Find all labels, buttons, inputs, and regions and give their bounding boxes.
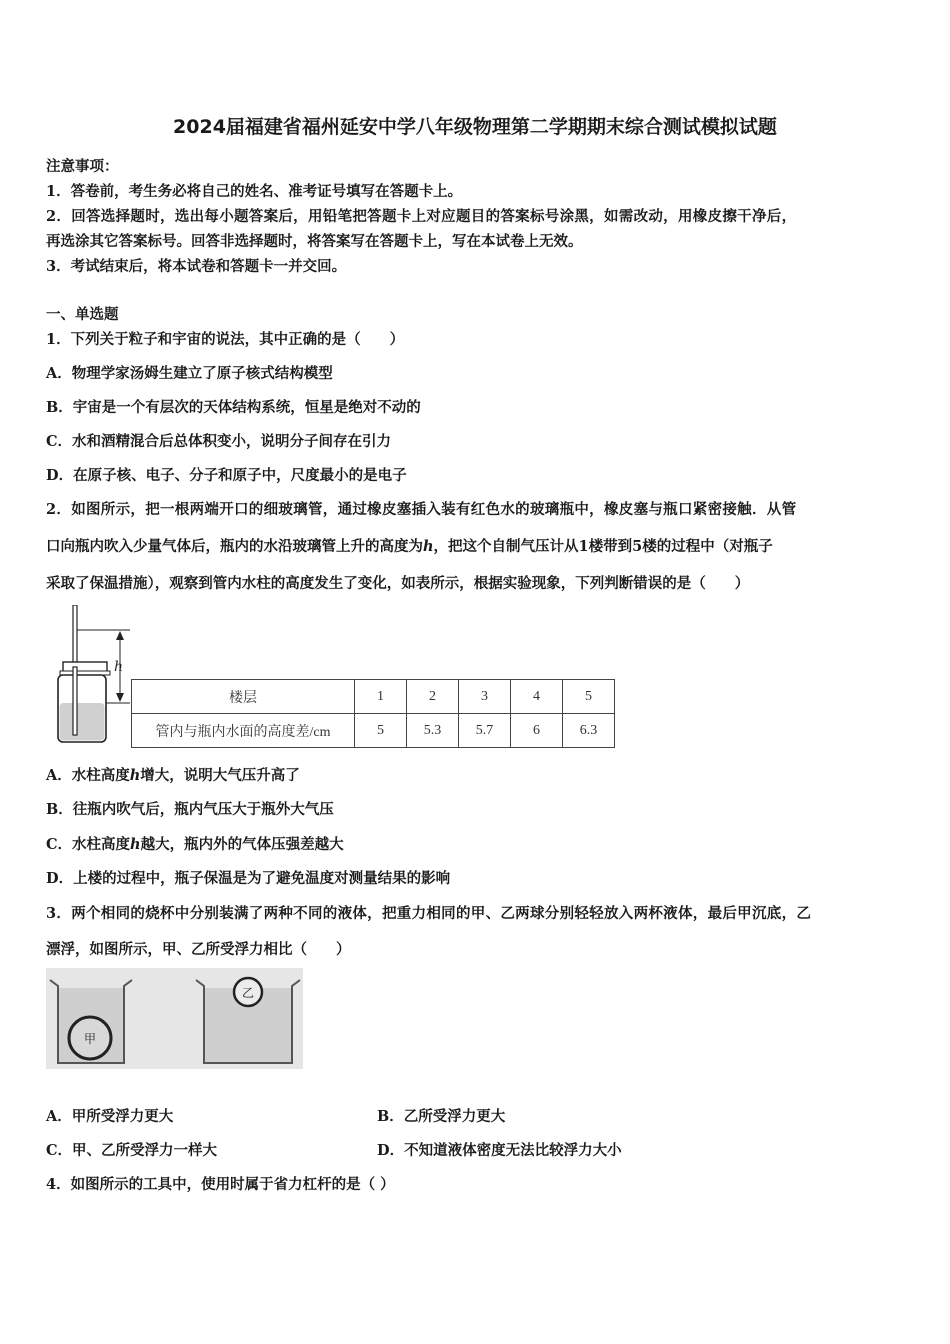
- beakers-drawing: [46, 968, 303, 1069]
- ball-jia-label: 甲: [83, 1032, 97, 1046]
- option-text: C．水柱高度: [46, 836, 131, 853]
- h-symbol: h: [130, 836, 141, 853]
- barometer-figure: [50, 605, 140, 747]
- option-text: A．水柱高度: [46, 767, 130, 784]
- notice-item: 再选涂其它答案标号。回答非选择题时，将答案写在答题卡上，写在本试卷上无效。: [46, 233, 583, 250]
- h-symbol: h: [423, 538, 434, 555]
- question-3-stem: 3．两个相同的烧杯中分别装满了两种不同的液体，把重力相同的甲、乙两球分别轻轻放入两杯液体，最后甲沉底，乙: [46, 905, 812, 922]
- table-cell: 1: [355, 680, 407, 714]
- q3-option-d: D．不知道液体密度无法比较浮力大小: [377, 1142, 622, 1159]
- stem-text: 口向瓶内吹入少量气体后，瓶内的水沿玻璃管上升的高度为: [46, 538, 423, 555]
- question-1-stem: 1．下列关于粒子和宇宙的说法，其中正确的是（ ）: [46, 331, 405, 348]
- table-cell: 5.3: [407, 714, 459, 748]
- question-2-stem-line2: [46, 535, 773, 556]
- q3-option-c: C．甲、乙所受浮力一样大: [46, 1142, 218, 1159]
- table-header: 楼层: [132, 680, 355, 714]
- notice-item: 1．答卷前，考生务必将自己的姓名、准考证号填写在答题卡上。: [46, 183, 463, 200]
- q1-option-b: B．宇宙是一个有层次的天体结构系统，恒星是绝对不动的: [46, 399, 421, 416]
- question-2-stem: 2．如图所示，把一根两端开口的细玻璃管，通过橡皮塞插入装有红色水的玻璃瓶中，橡皮塞与瓶口紧密接触．从管: [46, 501, 797, 518]
- table-row: [132, 714, 615, 748]
- q1-option-d: D．在原子核、电子、分子和原子中，尺度最小的是电子: [46, 467, 407, 484]
- table-cell: 6: [511, 714, 563, 748]
- table-row: [132, 680, 615, 714]
- h-symbol: h: [129, 767, 141, 784]
- q2-option-d: D．上楼的过程中，瓶子保温是为了避免温度对测量结果的影响: [46, 870, 451, 887]
- stem-text: ，把这个自制气压计从1楼带到5楼的过程中（对瓶子: [433, 538, 773, 555]
- beakers-photo: [46, 968, 303, 1069]
- table-cell: 4: [511, 680, 563, 714]
- notice-item: 2．回答选择题时，选出每小题答案后，用铅笔把答题卡上对应题目的答案标号涂黑，如需改动，用橡皮擦干净后，: [46, 208, 797, 225]
- q3-option-a: A．甲所受浮力更大: [46, 1108, 174, 1125]
- table-cell: 5: [355, 714, 407, 748]
- page-title: 2024届福建省福州延安中学八年级物理第二学期期末综合测试模拟试题: [173, 116, 777, 138]
- notice-item: 3．考试结束后，将本试卷和答题卡一并交回。: [46, 258, 347, 275]
- q2-option-a: [46, 764, 300, 785]
- question-3-stem-line2: 漂浮，如图所示，甲、乙所受浮力相比（ ）: [46, 941, 351, 958]
- figure-h-label: h: [114, 659, 124, 675]
- table-cell: 6.3: [563, 714, 615, 748]
- question-2-stem-line3: 采取了保温措施），观察到管内水柱的高度发生了变化，如表所示，根据实验现象，下列判断错误的是（ ）: [46, 575, 750, 592]
- option-text: 越大，瓶内外的气体压强差越大: [140, 836, 344, 853]
- table-cell: 2: [407, 680, 459, 714]
- ball-yi-label: 乙: [241, 986, 255, 1000]
- q3-option-b: B．乙所受浮力更大: [377, 1108, 506, 1125]
- table-header: 管内与瓶内水面的高度差/cm: [132, 714, 355, 748]
- option-text: 增大，说明大气压升高了: [140, 767, 300, 784]
- height-table: [131, 679, 615, 748]
- notice-heading: 注意事项：: [46, 158, 119, 175]
- q1-option-a: A．物理学家汤姆生建立了原子核式结构模型: [46, 365, 333, 382]
- section-heading: 一、单选题: [46, 306, 119, 323]
- table-cell: 5.7: [459, 714, 511, 748]
- table-cell: 5: [563, 680, 615, 714]
- q2-option-b: B．往瓶内吹气后，瓶内气压大于瓶外大气压: [46, 801, 334, 818]
- question-4-stem: 4．如图所示的工具中，使用时属于省力杠杆的是（ ）: [46, 1176, 395, 1193]
- q1-option-c: C．水和酒精混合后总体积变小，说明分子间存在引力: [46, 433, 392, 450]
- q2-option-c: [46, 833, 344, 854]
- table-cell: 3: [459, 680, 511, 714]
